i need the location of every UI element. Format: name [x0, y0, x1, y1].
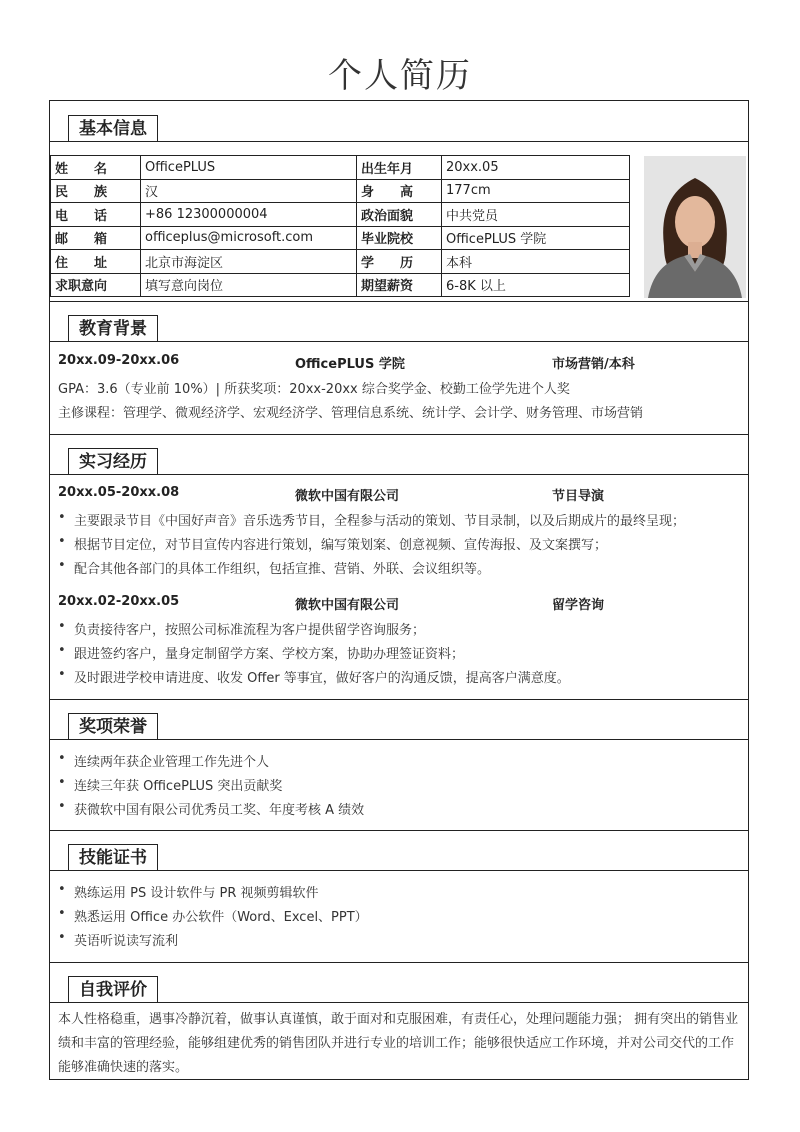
section-title-education: 教育背景 — [68, 315, 158, 342]
label-name: 姓 名 — [51, 156, 141, 180]
label-birth: 出生年月 — [357, 156, 442, 180]
label-phone: 电 话 — [51, 203, 141, 227]
label-degree: 学 历 — [357, 250, 442, 274]
job-header — [58, 485, 740, 503]
list-item-text: 获微软中国有限公司优秀员工奖、年度考核 A 绩效 — [74, 803, 365, 818]
label-address: 住 址 — [51, 250, 141, 274]
value-degree: 本科 — [442, 250, 630, 274]
list-item-text: 跟进签约客户，量身定制留学方案、学校方案，协助办理签证资料； — [74, 647, 465, 662]
divider — [50, 141, 748, 142]
job-company: 微软中国有限公司 — [295, 598, 400, 613]
label-politics: 政治面貌 — [357, 203, 442, 227]
label-email: 邮 箱 — [51, 226, 141, 250]
divider — [50, 830, 748, 831]
label-ethnicity: 民 族 — [51, 179, 141, 203]
education-major: 市场营销/本科 — [552, 357, 635, 372]
list-item-text: 熟悉运用 Office 办公软件（Word、Excel、PPT） — [74, 910, 368, 925]
job-role: 节目导演 — [552, 489, 605, 504]
divider — [50, 870, 748, 871]
divider — [50, 739, 748, 740]
value-intention: 填写意向岗位 — [141, 273, 357, 297]
avatar-photo — [644, 156, 746, 298]
label-school: 毕业院校 — [357, 226, 442, 250]
divider — [50, 699, 748, 700]
table-row — [51, 250, 630, 274]
section-title-skills: 技能证书 — [68, 844, 158, 871]
divider — [50, 341, 748, 342]
value-salary: 6-8K 以上 — [442, 273, 630, 297]
value-email: officeplus@microsoft.com — [141, 226, 357, 250]
education-school: OfficePLUS 学院 — [295, 357, 405, 372]
education-header — [58, 353, 740, 371]
table-row — [51, 203, 630, 227]
section-title-internship: 实习经历 — [68, 448, 158, 475]
list-item-text: 熟练运用 PS 设计软件与 PR 视频剪辑软件 — [74, 886, 319, 901]
value-ethnicity: 汉 — [141, 179, 357, 203]
basic-info-table — [50, 155, 630, 297]
label-salary: 期望薪资 — [357, 273, 442, 297]
value-height: 177cm — [442, 179, 630, 203]
table-row — [51, 226, 630, 250]
section-title-self: 自我评价 — [68, 976, 158, 1003]
section-title-awards: 奖项荣誉 — [68, 713, 158, 740]
job-role: 留学咨询 — [552, 598, 605, 613]
job-date: 20xx.02-20xx.05 — [58, 594, 180, 609]
divider — [50, 434, 748, 435]
table-row — [51, 156, 630, 180]
value-phone: +86 12300000004 — [141, 203, 357, 227]
value-address: 北京市海淀区 — [141, 250, 357, 274]
list-item-text: 英语听说读写流利 — [74, 934, 179, 949]
self-evaluation-text: 本人性格稳重，遇事冷静沉着，做事认真谨慎，敢于面对和克服困难，有责任心，处理问题能力强； 拥有突出的销售业绩和丰富的管理经验，能够组建优秀的销售团队并进行专业的培训工作；能够很快适应工作环境，并对公司交代的工作能够准确快速的落实。 — [58, 1012, 739, 1075]
divider — [50, 962, 748, 963]
divider — [50, 1002, 748, 1003]
education-courses: 主修课程：管理学、微观经济学、宏观经济学、管理信息系统、统计学、会计学、财务管理、市场营销 — [58, 406, 644, 421]
label-height: 身 高 — [357, 179, 442, 203]
list-item-text: 连续两年获企业管理工作先进个人 — [74, 755, 270, 770]
section-title-basic: 基本信息 — [68, 115, 158, 142]
job-company: 微软中国有限公司 — [295, 489, 400, 504]
education-date: 20xx.09-20xx.06 — [58, 353, 180, 368]
value-birth: 20xx.05 — [442, 156, 630, 180]
list-item-text: 根据节目定位，对节目宣传内容进行策划，编写策划案、创意视频、宣传海报、及文案撰写； — [74, 538, 608, 553]
label-intention: 求职意向 — [51, 273, 141, 297]
job-date: 20xx.05-20xx.08 — [58, 485, 180, 500]
job-header — [58, 594, 740, 612]
list-item-text: 主要跟录节目《中国好声音》音乐选秀节目，全程参与活动的策划、节目录制，以及后期成片的最终呈现； — [74, 514, 686, 529]
list-item-text: 配合其他各部门的具体工作组织，包括宣推、营销、外联、会议组织等。 — [74, 562, 491, 577]
page-title: 个人简历 — [328, 56, 472, 96]
divider — [50, 474, 748, 475]
education-gpa: GPA：3.6（专业前 10%）| 所获奖项：20xx-20xx 综合奖学金、校勤工俭学先进个人奖 — [58, 382, 570, 397]
list-item-text: 及时跟进学校申请进度、收发 Offer 等事宜，做好客户的沟通反馈，提高客户满意度。 — [74, 671, 570, 686]
table-row — [51, 273, 630, 297]
divider — [50, 301, 748, 302]
resume-frame — [49, 100, 749, 1080]
table-row — [51, 179, 630, 203]
list-item-text: 负责接待客户，按照公司标准流程为客户提供留学咨询服务； — [74, 623, 426, 638]
value-politics: 中共党员 — [442, 203, 630, 227]
value-school: OfficePLUS 学院 — [442, 226, 630, 250]
value-name: OfficePLUS — [141, 156, 357, 180]
list-item-text: 连续三年获 OfficePLUS 突出贡献奖 — [74, 779, 283, 794]
person-photo-icon — [644, 156, 746, 298]
